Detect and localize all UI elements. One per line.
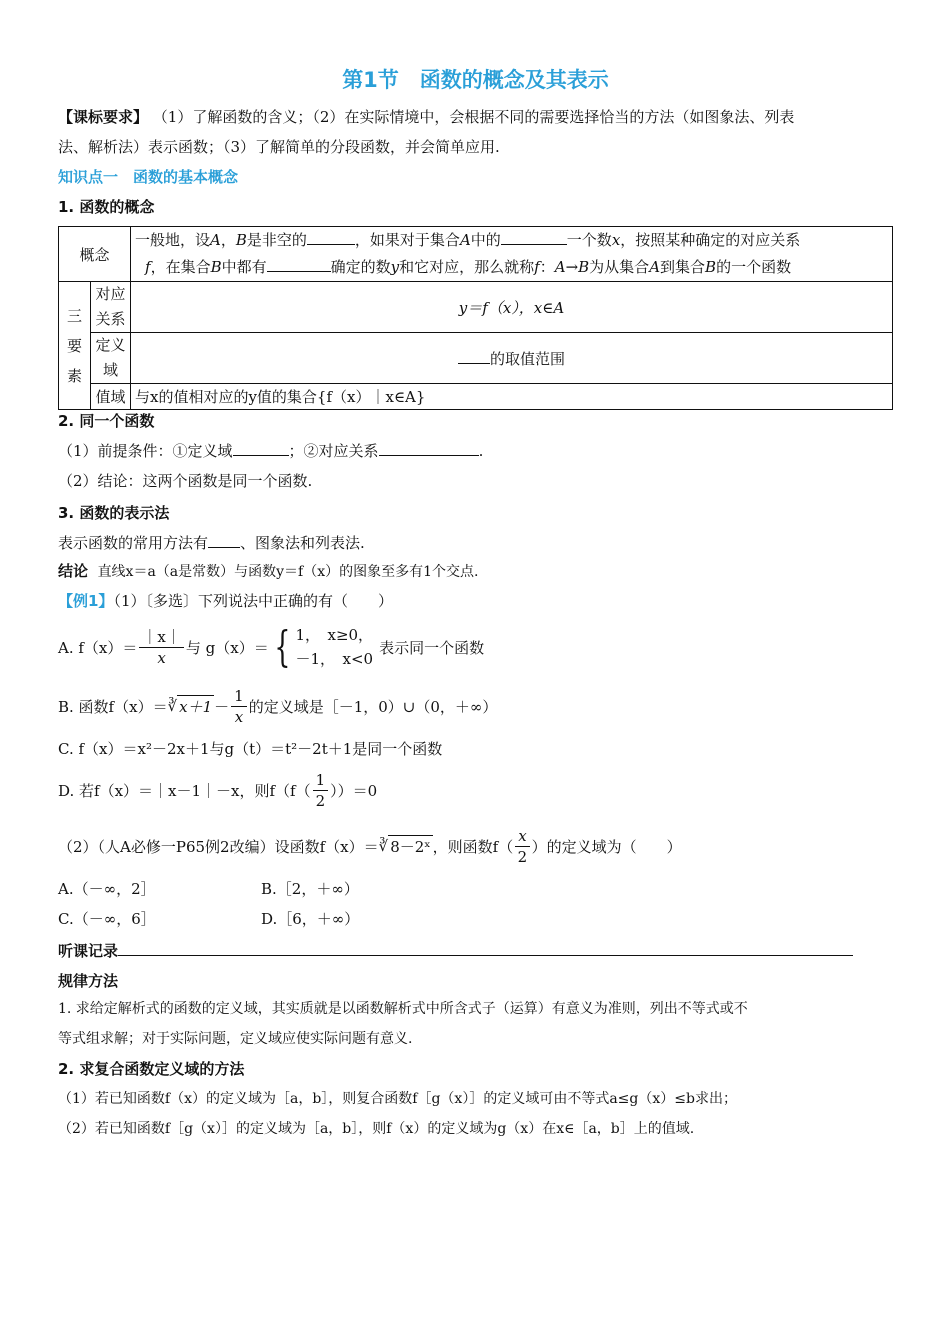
example-label: 【例1】: [58, 592, 114, 610]
piecewise-brace: {: [274, 622, 291, 671]
section-3-heading: 3. 函数的表示法: [58, 504, 170, 522]
section-2-heading: 2. 同一个函数: [58, 412, 155, 430]
method-heading: 规律方法: [58, 972, 119, 990]
requirements-label: 【课标要求】: [58, 108, 149, 126]
blank-7[interactable]: [208, 533, 240, 548]
blank-4[interactable]: [458, 349, 490, 364]
cube-root-sign-2: ∛: [378, 837, 389, 855]
method-2-line-2: （2）若已知函数f［g（x）］的定义域为［a，b］，则f（x）的定义域为g（x）在x∈［a，b］上的值域.: [58, 1121, 695, 1137]
requirements-line-1: [58, 102, 794, 132]
example-1-question-1: 【例1】（1）〔多选〕下列说法中正确的有（ ）: [58, 592, 393, 610]
notes-line: [58, 936, 853, 966]
example-1-question-2: （2）（人A必修一P65例2改编）设函数f（x）＝ ∛ 8－2ˣ ，则函数f（ $\frac{x}{2}$ ）的定义域为（ ）: [58, 826, 682, 866]
fraction-x-over-2: $\frac{x}{2}$: [515, 826, 529, 867]
choice-a: A.（－∞，2］: [58, 880, 156, 898]
correspondence-label: 对应 关系: [91, 282, 131, 333]
requirements-text-1: （1）了解函数的含义；（2）在实际情境中，会根据不同的需要选择恰当的方法（如图象法、列表: [152, 108, 795, 126]
conclusion-text: 直线x＝a（a是常数）与函数y＝f（x）的图象至多有1个交点.: [97, 564, 479, 580]
section-2-line-1: （1）前提条件：①定义域 ；②对应关系 .: [58, 442, 484, 460]
piecewise-cases: 1， x≥0， －1， x<0: [295, 626, 374, 668]
option-c: C. f（x）＝x²－2x＋1与g（t）＝t²－2t＋1是同一个函数: [58, 740, 443, 758]
cube-root-sign: ∛: [167, 697, 178, 715]
option-a: A. f（x）＝ $\frac{|x|}{x}$ 与 g（x）＝ { 1， x≥0， －1， x<0 表示同一个函数: [58, 622, 485, 671]
page-title: 第1节 函数的概念及其表示: [342, 68, 609, 92]
three-elements-label: 三 要 素: [59, 282, 91, 410]
domain-label: 定义 域: [91, 333, 131, 384]
blank-5[interactable]: [233, 441, 289, 456]
choice-c: C.（－∞，6］: [58, 910, 156, 928]
requirements-line-2: 法、解析法）表示函数；（3）了解简单的分段函数，并会简单应用.: [58, 138, 500, 156]
method-1-line-2: 等式组求解；对于实际问题，定义域应使实际问题有意义.: [58, 1031, 413, 1047]
blank-2[interactable]: [501, 230, 567, 245]
range-label: 值域: [91, 384, 131, 410]
domain-row: [59, 333, 893, 384]
section-1-heading: 1. 函数的概念: [58, 198, 155, 216]
correspondence-row: [59, 282, 893, 333]
correspondence-value: y＝f（x），x∈A: [131, 282, 893, 333]
blank-6[interactable]: [379, 441, 479, 456]
concept-label: 概念: [59, 227, 131, 282]
notes-label: 听课记录: [58, 942, 119, 960]
fraction-abs-x-over-x: $\frac{|x|}{x}$: [139, 627, 183, 668]
notes-underline[interactable]: [118, 939, 853, 956]
fraction-1-over-x: $\frac{1}{x}$: [231, 686, 247, 727]
range-value: 与x的值相对应的y值的集合{f（x）｜x∈A}: [131, 384, 893, 410]
fraction-one-half: $\frac{1}{2}$: [313, 770, 329, 811]
conclusion-line: [58, 556, 479, 587]
choice-d: D.［6，＋∞）: [261, 910, 360, 928]
domain-value: 的取值范围: [131, 333, 893, 384]
conclusion-label: 结论: [58, 562, 89, 580]
range-row: [59, 384, 893, 410]
method-2-heading: 2. 求复合函数定义域的方法: [58, 1060, 245, 1078]
method-1-line-1: 1. 求给定解析式的函数的定义域，其实质就是以函数解析式中所含式子（运算）有意义为准则，列出不等式或不: [58, 1001, 748, 1017]
concept-row: [59, 227, 893, 282]
choice-b: B.［2，＋∞）: [261, 880, 359, 898]
section-3-line-1: 表示函数的常用方法有 、图象法和列表法.: [58, 534, 365, 552]
blank-3[interactable]: [267, 257, 331, 272]
method-2-line-1: （1）若已知函数f（x）的定义域为［a，b］，则复合函数f［g（x）］的定义域可由不等式a≤g（x）≤b求出；: [58, 1091, 737, 1107]
concept-definition: 一般地，设A，B是非空的 ，如果对于集合A中的 一个数x，按照某种确定的对应关系 f，在集合B中都有 确定的数y和它对应，那么就称f：A→B为从集合A到集合B的一个函数: [131, 227, 893, 282]
option-d: D. 若f（x）＝｜x－1｜－x，则f（f（ $\frac{1}{2}$ ））＝0: [58, 770, 378, 810]
knowledge-point-heading: 知识点一 函数的基本概念: [58, 168, 239, 186]
option-b: B. 函数f（x）＝ ∛ x＋1 － $\frac{1}{x}$ 的定义域是［－1，0）∪（0，＋∞）: [58, 686, 498, 726]
blank-1[interactable]: [307, 230, 355, 245]
concept-table: [58, 226, 893, 410]
section-2-line-2: （2）结论：这两个函数是同一个函数.: [58, 472, 313, 490]
